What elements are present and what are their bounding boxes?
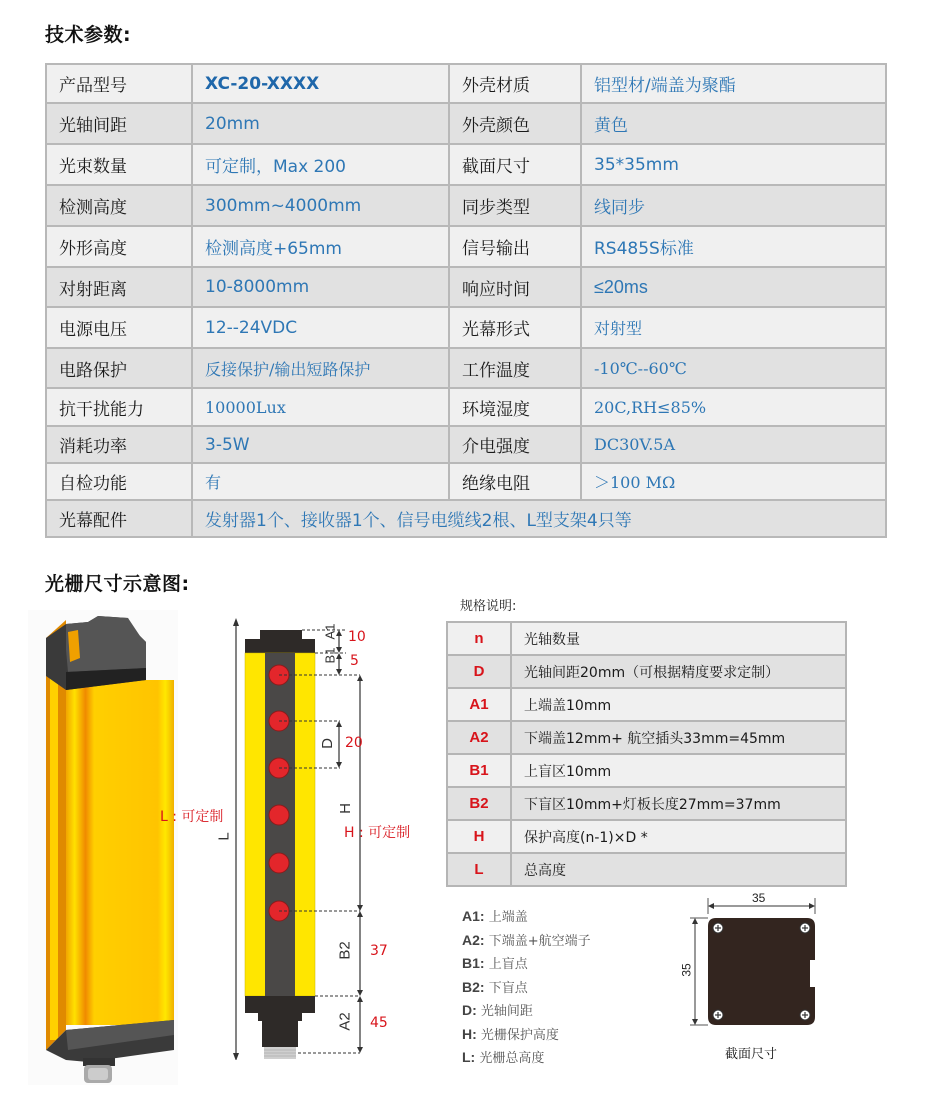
dim-label-A2: A2: [336, 1012, 354, 1031]
abbreviation-text: 光栅总高度: [479, 1051, 545, 1066]
spec-table: [45, 63, 887, 538]
legend-key: D: [447, 655, 511, 688]
spec-row: [46, 307, 886, 348]
abbreviation-key: A2:: [462, 931, 485, 948]
spec-key: 外壳材质: [449, 64, 581, 103]
legend-table: [446, 621, 847, 887]
abbreviation-text: 光轴间距: [480, 1004, 533, 1019]
dim-label-B2: B2: [336, 941, 354, 960]
dim-label-B1: B1: [322, 647, 338, 664]
section-heading-dimension-diagram: 光栅尺寸示意图:: [45, 573, 190, 595]
abbreviation-item: [462, 906, 591, 930]
spec-key: 外形高度: [46, 226, 192, 267]
dim-label-L: L: [215, 832, 233, 841]
legend-desc: 保护高度(n-1)×D *: [511, 820, 846, 853]
spec-row: [46, 185, 886, 226]
spec-key: 对射距离: [46, 267, 192, 307]
spec-key: 检测高度: [46, 185, 192, 226]
spec-value: XC-20-XXXX: [192, 64, 449, 103]
spec-key: 电路保护: [46, 348, 192, 388]
H-customizable-label: H : 可定制: [344, 825, 411, 841]
spec-value: DC30V.5A: [581, 426, 886, 463]
abbreviation-text: 下盲点: [488, 980, 528, 996]
spec-value: 发射器1个、接收器1个、信号电缆线2根、L型支架4只等: [192, 500, 886, 537]
legend-row: [447, 622, 846, 655]
abbreviation-key: B1:: [462, 955, 485, 971]
legend-desc: 光轴间距20mm（可根据精度要求定制）: [511, 655, 846, 688]
legend-title: 规格说明:: [460, 599, 517, 614]
spec-value: 有: [192, 463, 449, 500]
legend-row: [447, 853, 846, 886]
spec-value: RS485S标准: [581, 226, 886, 267]
spec-value: -10℃--60℃: [581, 348, 886, 388]
legend-key: H: [447, 820, 511, 853]
abbreviation-key: H:: [462, 1025, 477, 1042]
spec-row: [46, 500, 886, 537]
spec-value: 35*35mm: [581, 144, 886, 185]
spec-value: 线同步: [581, 185, 886, 226]
abbreviation-key: D:: [462, 1002, 477, 1018]
abbreviation-item: [462, 1047, 591, 1071]
spec-key: 信号输出: [449, 226, 581, 267]
legend-key: A1: [447, 688, 511, 721]
value-B2: 37: [370, 943, 388, 959]
spec-value: 黄色: [581, 103, 886, 144]
legend-key: n: [447, 622, 511, 655]
abbreviation-item: [462, 1000, 591, 1024]
legend-row: [447, 787, 846, 820]
spec-row: [46, 226, 886, 267]
spec-row: [46, 64, 886, 103]
legend-key: B2: [447, 787, 511, 820]
spec-row: [46, 103, 886, 144]
spec-key: 消耗功率: [46, 426, 192, 463]
abbreviation-text: 上端盖: [488, 910, 528, 925]
spec-key: 光幕配件: [46, 500, 192, 537]
spec-value: 3-5W: [192, 426, 449, 463]
spec-value: 20C,RH≤85%: [581, 388, 886, 426]
spec-key: 环境湿度: [449, 388, 581, 426]
spec-key: 响应时间: [449, 267, 581, 307]
cross-section-width: 35: [752, 891, 766, 905]
legend-row: [447, 655, 846, 688]
spec-value: 检测高度+65mm: [192, 226, 449, 267]
abbreviation-list: [462, 906, 591, 1071]
spec-value: ＞100 MΩ: [581, 463, 886, 500]
spec-key: 自检功能: [46, 463, 192, 500]
spec-row: [46, 426, 886, 463]
spec-row: [46, 267, 886, 307]
spec-value: 12--24VDC: [192, 307, 449, 348]
spec-row: [46, 388, 886, 426]
value-A2: 45: [370, 1015, 388, 1031]
legend-key: A2: [447, 721, 511, 754]
spec-key: 绝缘电阻: [449, 463, 581, 500]
cross-section-drawing: [680, 890, 830, 1035]
legend-row: [447, 721, 846, 754]
abbreviation-text: 光栅保护高度: [480, 1027, 559, 1043]
legend-row: [447, 754, 846, 787]
legend-row: [447, 820, 846, 853]
legend-row: [447, 688, 846, 721]
spec-key: 抗干扰能力: [46, 388, 192, 426]
dim-label-H: H: [336, 803, 354, 814]
legend-desc: 光轴数量: [511, 622, 846, 655]
abbreviation-text: 上盲点: [488, 957, 528, 972]
spec-key: 同步类型: [449, 185, 581, 226]
abbreviation-text: 下端盖+航空端子: [488, 933, 591, 949]
cross-section-height: 35: [679, 963, 694, 977]
abbreviation-key: L:: [462, 1049, 476, 1065]
spec-key: 光束数量: [46, 144, 192, 185]
spec-key: 产品型号: [46, 64, 192, 103]
spec-value: 10000Lux: [192, 388, 449, 426]
spec-value: 可定制，Max 200: [192, 144, 449, 185]
abbreviation-key: B2:: [462, 978, 485, 995]
L-customizable-label: L : 可定制: [160, 809, 224, 825]
legend-desc: 总高度: [511, 853, 846, 886]
dim-label-A1: A1: [322, 623, 338, 640]
spec-key: 外壳颜色: [449, 103, 581, 144]
value-B1: 5: [350, 653, 359, 669]
spec-value: 300mm~4000mm: [192, 185, 449, 226]
spec-value: 10-8000mm: [192, 267, 449, 307]
spec-key: 光轴间距: [46, 103, 192, 144]
abbreviation-item: [462, 953, 591, 977]
legend-desc: 上端盖10mm: [511, 688, 846, 721]
legend-desc: 上盲区10mm: [511, 754, 846, 787]
cross-section-caption: 截面尺寸: [725, 1047, 778, 1062]
spec-value: 铝型材/端盖为聚酯: [581, 64, 886, 103]
abbreviation-item: [462, 1024, 591, 1048]
spec-row: [46, 144, 886, 185]
dim-label-D: D: [318, 738, 336, 749]
value-A1: 10: [348, 629, 366, 645]
spec-key: 电源电压: [46, 307, 192, 348]
spec-value: ≤20ms: [581, 267, 886, 307]
spec-row: [46, 348, 886, 388]
spec-value: 反接保护/输出短路保护: [192, 348, 449, 388]
spec-key: 工作温度: [449, 348, 581, 388]
abbreviation-key: A1:: [462, 908, 485, 924]
spec-key: 截面尺寸: [449, 144, 581, 185]
legend-desc: 下端盖12mm+ 航空插头33mm=45mm: [511, 721, 846, 754]
spec-key: 光幕形式: [449, 307, 581, 348]
spec-value: 20mm: [192, 103, 449, 144]
spec-key: 介电强度: [449, 426, 581, 463]
legend-key: B1: [447, 754, 511, 787]
section-heading-tech-params: 技术参数:: [45, 24, 132, 46]
spec-value: 对射型: [581, 307, 886, 348]
abbreviation-item: [462, 930, 591, 954]
value-D: 20: [345, 735, 363, 751]
legend-desc: 下盲区10mm+灯板长度27mm=37mm: [511, 787, 846, 820]
spec-row: [46, 463, 886, 500]
abbreviation-item: [462, 977, 591, 1001]
legend-key: L: [447, 853, 511, 886]
